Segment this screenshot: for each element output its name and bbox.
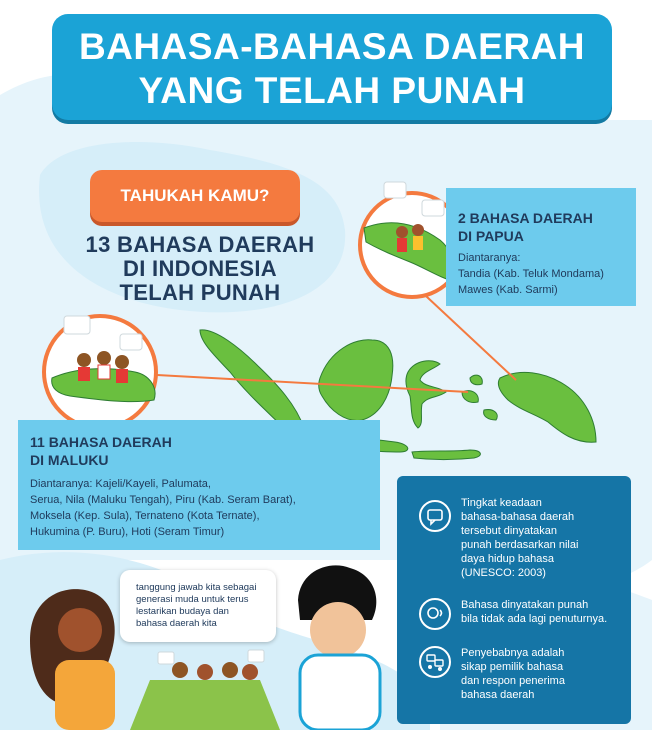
maluku-languages-line: Moksela (Kep. Sula), Ternateno (Kota Ternate), — [30, 510, 260, 522]
boy-face — [310, 602, 366, 658]
speaking-head-icon — [419, 598, 451, 630]
papuan-figure — [396, 226, 408, 238]
maluku-card — [18, 420, 380, 550]
papuan-figure — [397, 238, 407, 252]
fact-text: Bahasa dinyatakan punah bila tidak ada lagi penuturnya. — [461, 599, 608, 625]
fact-text: Penyebabnya adalah sikap pemilik bahasa dan respon penerima bahasa daerah — [461, 647, 565, 701]
boy-body — [300, 655, 380, 730]
speech-bubble-icon — [248, 650, 264, 662]
facts-panel — [397, 476, 631, 724]
speech-bubble-icon — [120, 334, 142, 350]
speech-bubble-icon — [64, 316, 90, 334]
maluku-figure — [115, 355, 129, 369]
papua-language-item: Mawes (Kab. Sarmi) — [458, 284, 558, 296]
speech-bubble-icon — [384, 182, 406, 198]
mini-figure — [222, 662, 238, 678]
mini-figure — [172, 662, 188, 678]
papua-card-title: 2 BAHASA DAERAH — [458, 210, 593, 226]
maluku-card-title: 11 BAHASA DAERAH — [30, 434, 172, 450]
chat-icon — [419, 500, 451, 532]
maluku-figure — [77, 353, 91, 367]
maluku-languages-line: Serua, Nila (Maluku Tengah), Piru (Kab. Seram Barat), — [30, 494, 296, 506]
maluku-languages-line: Hukumina (P. Buru), Hoti (Seram Timur) — [30, 526, 225, 538]
maluku-languages-line: Diantaranya: Kajeli/Kayeli, Palumata, — [30, 478, 211, 490]
fact-text: Tingkat keadaan bahasa-bahasa daerah tersebut dinyatakan punah berdasarkan nilai daya hidup bahasa (UNESCO: 2003) — [461, 497, 579, 579]
maluku-figure — [116, 369, 128, 383]
title-banner — [52, 14, 612, 120]
mat — [130, 680, 280, 730]
speech-text: tanggung jawab kita sebagai generasi muda untuk terus lestarikan budaya dan bahasa daerah kita — [136, 582, 257, 629]
maluku-card-title: DI MALUKU — [30, 452, 109, 468]
papuan-figure — [413, 236, 423, 250]
papua-language-item: Tandia (Kab. Teluk Mondama) — [458, 268, 604, 280]
headline-line3: TELAH PUNAH — [119, 280, 281, 305]
headline-line2: DI INDONESIA — [123, 256, 277, 281]
speech-bubble-icon — [422, 200, 444, 216]
page-title-line2: YANG TELAH PUNAH — [138, 70, 526, 111]
speech-bubble-icon — [158, 652, 174, 664]
did-you-know-badge: TAHUKAH KAMU? — [90, 170, 300, 222]
papua-card-title: DI PAPUA — [458, 228, 524, 244]
girl-face — [58, 608, 102, 652]
papua-card — [446, 188, 636, 306]
maluku-figure — [78, 367, 90, 381]
papua-card-subtitle: Diantaranya: — [458, 252, 521, 264]
mini-figure — [242, 664, 258, 680]
mini-figure — [197, 664, 213, 680]
headline-line1: 13 BAHASA DAERAH — [85, 232, 315, 257]
girl-body — [55, 660, 115, 730]
papuan-figure — [412, 224, 424, 236]
page-title-line1: BAHASA-BAHASA DAERAH — [78, 26, 586, 67]
speech-bubble — [120, 570, 276, 642]
maluku-figure — [98, 365, 110, 379]
maluku-figure — [97, 351, 111, 365]
nusa-tenggara-islands — [412, 450, 480, 460]
people-talking-icon — [419, 646, 451, 678]
